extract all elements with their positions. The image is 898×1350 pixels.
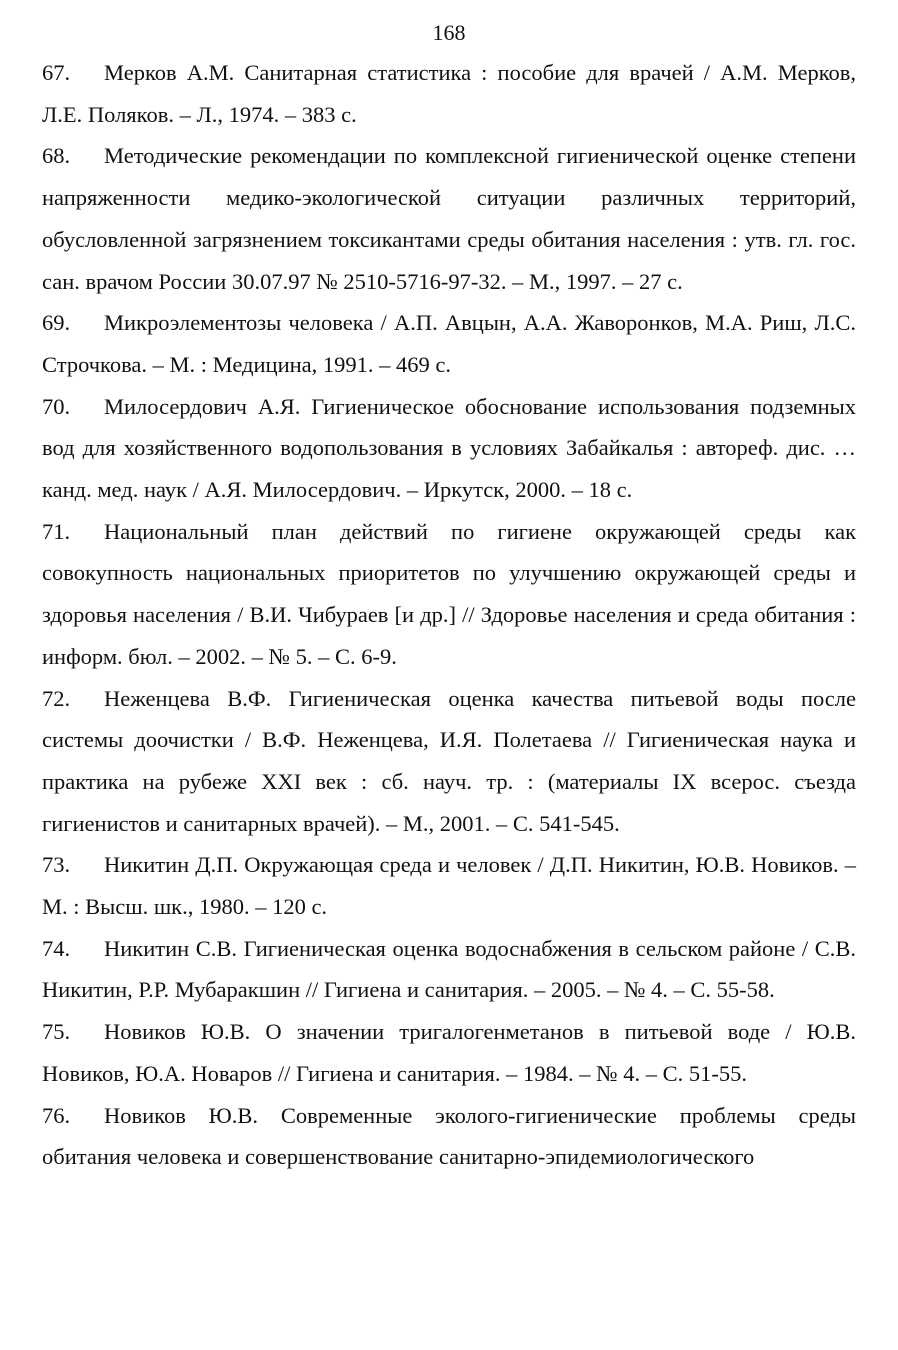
- reference-number: 69.: [42, 310, 71, 336]
- reference-number: 76.: [42, 1102, 71, 1128]
- reference-item: [42, 52, 856, 135]
- reference-list: [42, 52, 856, 1178]
- reference-number: 68.: [42, 143, 71, 169]
- reference-item: [42, 678, 856, 845]
- reference-item: [42, 844, 856, 927]
- reference-text: Новиков Ю.В. О значении тригалогенметанов в питьевой воде / Ю.В. Новиков, Ю.А. Новаров // Гигиена и санитария. – 1984. – № 4. – С. 51-55.: [42, 1019, 856, 1086]
- reference-text: Национальный план действий по гигиене окружающей среды как совокупность национальных приоритетов по улучшению окружающей среды и здоровья населения / В.И. Чибураев [и др.] // Здоровье населения и среда обитания : информ. бюл. – 2002. – № 5. – С. 6-9.: [42, 518, 856, 669]
- reference-item: [42, 928, 856, 1011]
- reference-text: Никитин С.В. Гигиеническая оценка водоснабжения в сельском районе / С.В. Никитин, Р.Р. Мубаракшин // Гигиена и санитария. – 2005. – № 4. – С. 55-58.: [42, 935, 856, 1003]
- page-number: 168: [432, 20, 466, 45]
- reference-text: Методические рекомендации по комплексной гигиенической оценке степени напряженности медико-экологической ситуации различных территорий, обусловленной загрязнением токсикантами среды обитания населения : утв. гл. гос. сан. врачом России 30.07.97 № 2510-5716-97-32. – М., 1997. – 27 с.: [42, 143, 856, 294]
- reference-item: [42, 1011, 856, 1094]
- reference-item: [42, 386, 856, 511]
- reference-number: 73.: [42, 852, 71, 878]
- reference-number: 75.: [42, 1019, 71, 1045]
- reference-item: [42, 511, 856, 678]
- reference-item: [42, 135, 856, 302]
- reference-text: Никитин Д.П. Окружающая среда и человек / Д.П. Никитин, Ю.В. Новиков. – М. : Высш. шк., 1980. – 120 с.: [42, 852, 856, 920]
- reference-text: Новиков Ю.В. Современные эколого-гигиенические проблемы среды обитания человека и совершенствование санитарно-эпидемиологического: [42, 1102, 856, 1170]
- reference-item: [42, 302, 856, 385]
- reference-text: Неженцева В.Ф. Гигиеническая оценка качества питьевой воды после системы доочистки / В.Ф. Неженцева, И.Я. Полетаева // Гигиеническая наука и практика на рубеже XXI век : сб. науч. тр. : (материалы IX всерос. съезда гигиенистов и санитарных врачей). – М., 2001. – С. 541-545.: [42, 685, 856, 836]
- reference-item: [42, 1095, 856, 1178]
- reference-text: Мерков А.М. Санитарная статистика : пособие для врачей / А.М. Мерков, Л.Е. Поляков. – Л., 1974. – 383 с.: [42, 60, 856, 127]
- reference-number: 71.: [42, 518, 71, 544]
- reference-number: 70.: [42, 393, 71, 419]
- reference-number: 74.: [42, 935, 71, 961]
- reference-number: 67.: [42, 60, 71, 85]
- reference-number: 72.: [42, 685, 71, 711]
- reference-text: Милосердович А.Я. Гигиеническое обоснование использования подземных вод для хозяйственного водопользования в условиях Забайкалья : автореф. дис. … канд. мед. наук / А.Я. Милосердович. – Иркутск, 2000. – 18 с.: [42, 393, 856, 503]
- reference-text: Микроэлементозы человека / А.П. Авцын, А.А. Жаворонков, М.А. Риш, Л.С. Строчкова. – М. : Медицина, 1991. – 469 с.: [42, 310, 856, 377]
